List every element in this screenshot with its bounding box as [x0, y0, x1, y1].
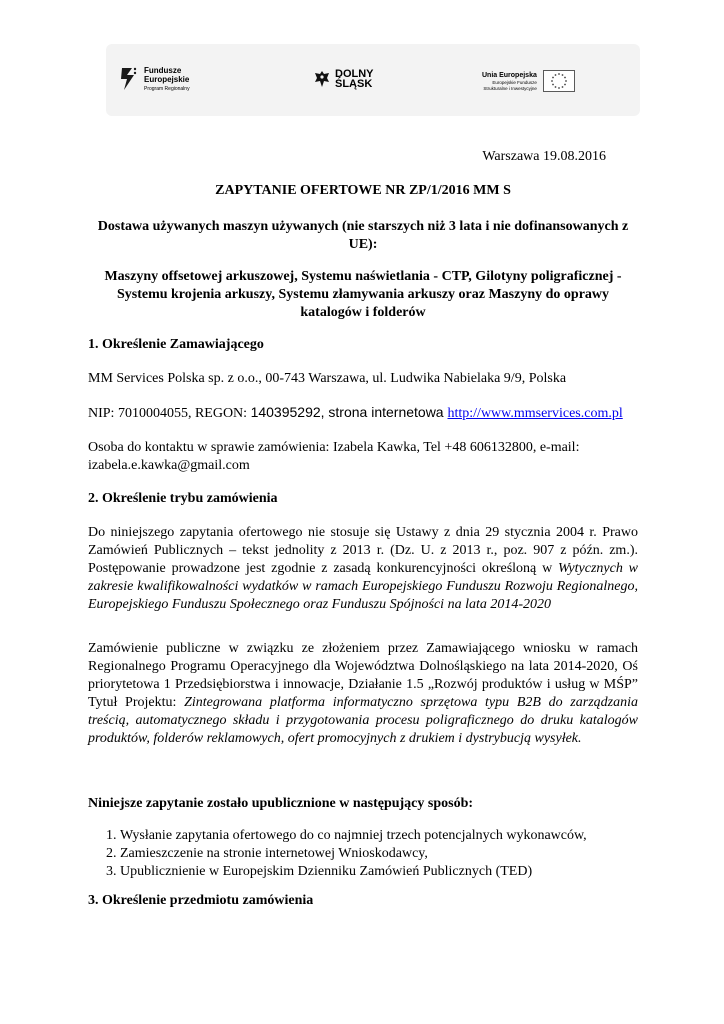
document-title: ZAPYTANIE OFERTOWE NR ZP/1/2016 MM S — [215, 183, 511, 198]
section2-paragraph2 — [88, 640, 638, 748]
paragraph1-text: Do niniejszego zapytania ofertowego nie stosuje się Ustawy z dnia 29 stycznia 2004 r. Prawo Zamówień Publicznych – tekst jednolity z 2013 r. (Dz. U. z 2013 r., poz. 907 z późn. zm.). Postępowanie prowadzone jest zgodnie z zasadą konkurencyjności określoną w — [88, 525, 638, 576]
publish-heading: Niniejsze zapytanie zostało upublicznione w następujący sposób: — [88, 796, 474, 811]
section1-contact: Osoba do kontaktu w sprawie zamówienia: Izabela Kawka, Tel +48 606132800, e-mail: izabela.e.kawka@gmail.com — [88, 440, 580, 473]
section1-address: MM Services Polska sp. z o.o., 00-743 Warszawa, ul. Ludwika Nabielaka 9/9, Polska — [88, 371, 567, 386]
eagle-icon — [314, 70, 330, 88]
fundusze-europejskie-logo — [120, 66, 190, 94]
program-regionalny-label: Program Regionalny — [144, 86, 190, 92]
section2-paragraph1 — [88, 524, 638, 614]
publish-list — [88, 827, 638, 881]
strukturalne-label: Strukturalne i Inwestycyjne — [483, 85, 537, 91]
unia-europejska-logo — [482, 70, 575, 92]
europejskie-label: Europejskie — [144, 75, 190, 84]
document-date: Warszawa 19.08.2016 — [482, 149, 606, 164]
eu-flag-icon — [543, 70, 575, 92]
list-item: 1. Wysłanie zapytania ofertowego do co najmniej trzech potencjalnych wykonawców, — [106, 828, 587, 843]
logo-bar — [106, 44, 640, 116]
slask-label: ŚLĄSK — [335, 78, 373, 90]
section3-heading: 3. Określenie przedmiotu zamówienia — [88, 893, 314, 908]
document-subject: Maszyny offsetowej arkuszowej, Systemu naświetlania - CTP, Gilotyny poligraficznej - Systemu krojenia arkuszy, Systemu złamywania arkuszy oraz Maszyny do oprawy katalogów i folderów — [104, 269, 622, 320]
fundusze-europejskie-icon — [120, 66, 138, 92]
section1-nip-line — [88, 403, 638, 423]
regon-website-label: 140395292, strona internetowa — [250, 404, 448, 420]
dolny-label: DOLNY — [335, 68, 374, 80]
unia-label: Unia Europejska — [482, 71, 537, 79]
nip-regon-label: NIP: 7010004055, REGON: — [88, 406, 251, 421]
paragraph2-text: Zamówienie publiczne w związku ze złożeniem przez Zamawiającego wniosku w ramach Regionalnego Programu Operacyjnego dla Województwa Dolnośląskiego na lata 2014-2020, Oś priorytetowa 1 Przedsiębiorstwa i innowacje, Działanie 1.5 „Rozwój produktów i usług w MŚP” Tytuł Projektu: — [88, 641, 638, 710]
section2-heading: 2. Określenie trybu zamówienia — [88, 491, 278, 506]
fundusze-label: Fundusze — [144, 66, 182, 75]
paragraph2-italic: Zintegrowana platforma informatyczno sprzętowa typu B2B do zarządzania treścią, automatycznego składu i przygotowania procesu poligraficznego do druku katalogów produktów, folderów reklamowych, ofert promocyjnych z drukiem i dystrybucją wysyłek. — [88, 695, 638, 746]
section1-heading: 1. Określenie Zamawiającego — [88, 337, 264, 352]
website-link[interactable]: http://www.mmservices.com.pl — [447, 406, 623, 421]
list-item: 2. Zamieszczenie na stronie internetowej Wnioskodawcy, — [106, 846, 428, 861]
paragraph1-italic: Wytycznych w zakresie kwalifikowalności wydatków w ramach Europejskiego Funduszu Rozwoju Regionalnego, Europejskiego Funduszu Społecznego oraz Funduszu Spójności na lata 2014-2020 — [88, 561, 639, 612]
dolny-slask-logo — [314, 69, 374, 89]
document-subtitle: Dostawa używanych maszyn używanych (nie starszych niż 3 lata i nie dofinansowanych z UE): — [97, 219, 629, 252]
fundusze-eu-label: Europejskie Fundusze — [492, 79, 537, 85]
list-item: 3. Upublicznienie w Europejskim Dzienniku Zamówień Publicznych (TED) — [106, 864, 533, 879]
